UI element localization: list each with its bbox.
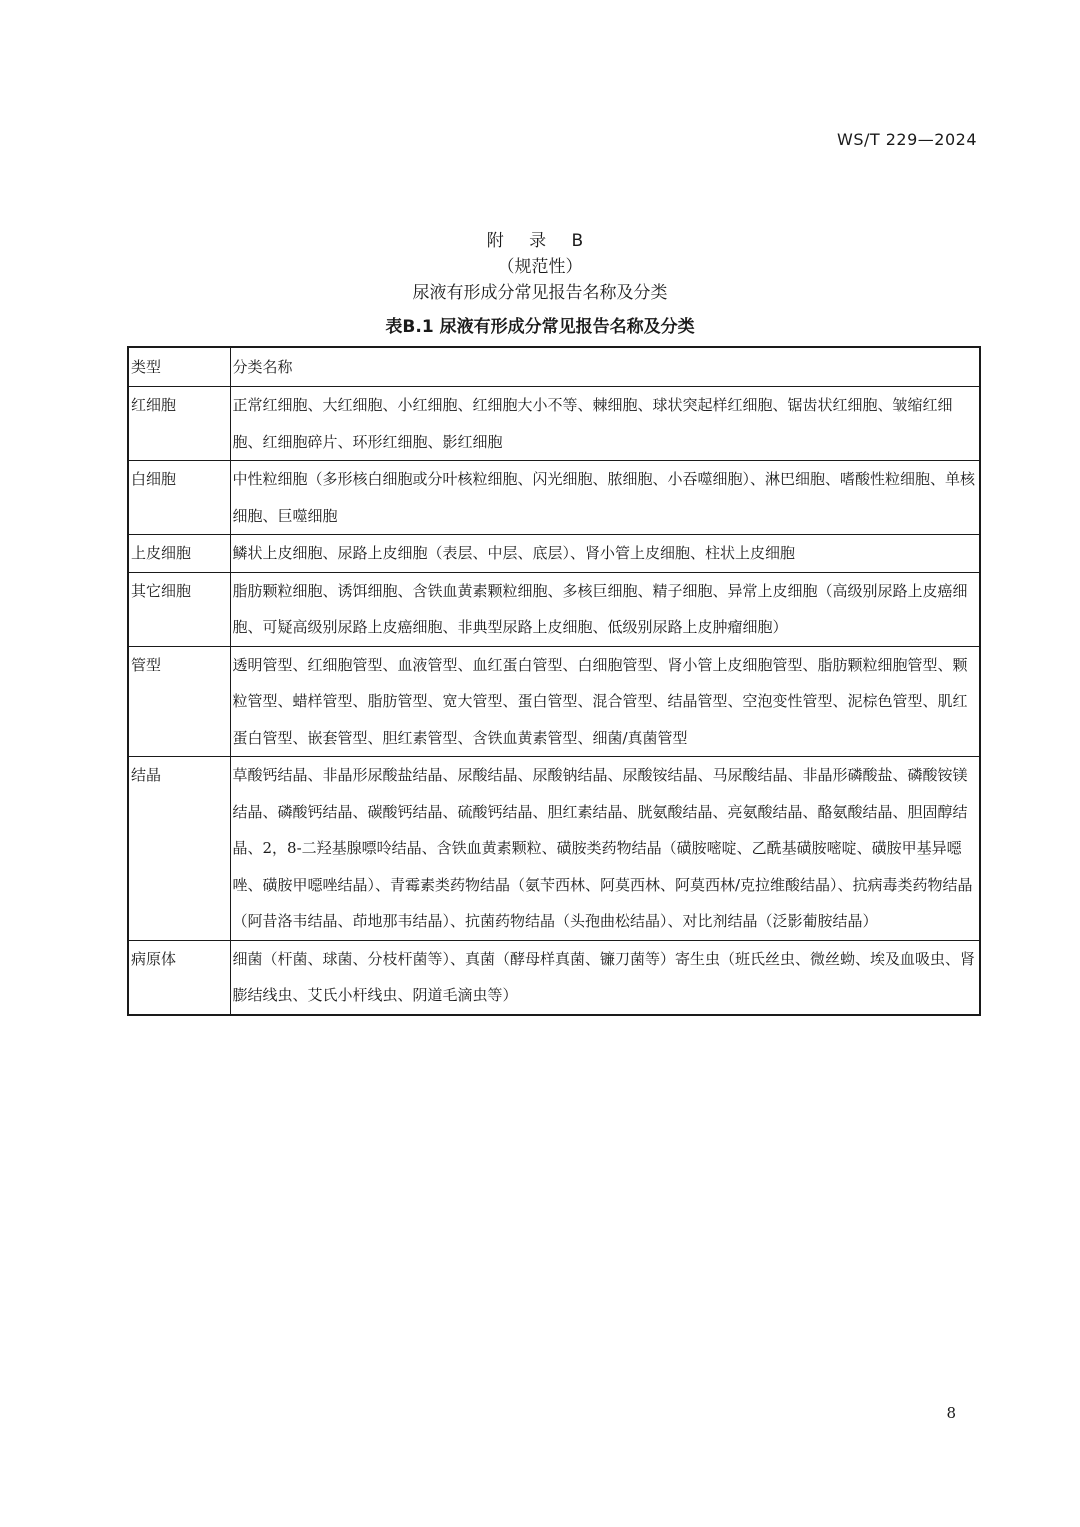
row-type: 白细胞 — [128, 461, 230, 535]
table-row — [128, 757, 980, 941]
row-type: 结晶 — [128, 757, 230, 941]
row-names: 正常红细胞、大红细胞、小红细胞、红细胞大小不等、棘细胞、球状突起样红细胞、锯齿状红细胞、皱缩红细胞、红细胞碎片、环形红细胞、影红细胞 — [230, 387, 980, 461]
appendix-label: 附 录 B — [486, 231, 594, 251]
appendix-heading — [0, 228, 1080, 306]
appendix-title: 尿液有形成分常见报告名称及分类 — [412, 283, 668, 303]
table-row — [128, 387, 980, 461]
row-names: 鳞状上皮细胞、尿路上皮细胞（表层、中层、底层）、肾小管上皮细胞、柱状上皮细胞 — [230, 535, 980, 573]
row-names: 脂肪颗粒细胞、诱饵细胞、含铁血黄素颗粒细胞、多核巨细胞、精子细胞、异常上皮细胞（高级别尿路上皮癌细胞、可疑高级别尿路上皮癌细胞、非典型尿路上皮细胞、低级别尿路上皮肿瘤细胞） — [230, 572, 980, 646]
row-type: 上皮细胞 — [128, 535, 230, 573]
row-type: 管型 — [128, 646, 230, 757]
column-header-type: 类型 — [128, 347, 230, 387]
row-type: 病原体 — [128, 940, 230, 1015]
row-names: 透明管型、红细胞管型、血液管型、血红蛋白管型、白细胞管型、肾小管上皮细胞管型、脂肪颗粒细胞管型、颗粒管型、蜡样管型、脂肪管型、宽大管型、蛋白管型、混合管型、结晶管型、空泡变性管型、泥棕色管型、肌红蛋白管型、嵌套管型、胆红素管型、含铁血黄素管型、细菌/真菌管型 — [230, 646, 980, 757]
classification-table — [127, 346, 981, 1016]
table-row — [128, 940, 980, 1015]
row-names: 细菌（杆菌、球菌、分枝杆菌等）、真菌（酵母样真菌、镰刀菌等）寄生虫（班氏丝虫、微丝蚴、埃及血吸虫、肾膨结线虫、艾氏小杆线虫、阴道毛滴虫等） — [230, 940, 980, 1015]
appendix-nature: （规范性） — [497, 257, 583, 277]
table-header-row — [128, 347, 980, 387]
row-type: 红细胞 — [128, 387, 230, 461]
row-type: 其它细胞 — [128, 572, 230, 646]
standard-number: WS/T 229—2024 — [837, 130, 977, 149]
page-number: 8 — [946, 1404, 956, 1422]
table-row — [128, 535, 980, 573]
table-row — [128, 461, 980, 535]
table-title: 表B.1 尿液有形成分常见报告名称及分类 — [385, 317, 695, 337]
column-header-names: 分类名称 — [230, 347, 980, 387]
table-row — [128, 572, 980, 646]
row-names: 中性粒细胞（多形核白细胞或分叶核粒细胞、闪光细胞、脓细胞、小吞噬细胞）、淋巴细胞、嗜酸性粒细胞、单核细胞、巨噬细胞 — [230, 461, 980, 535]
row-names: 草酸钙结晶、非晶形尿酸盐结晶、尿酸结晶、尿酸钠结晶、尿酸铵结晶、马尿酸结晶、非晶形磷酸盐、磷酸铵镁结晶、磷酸钙结晶、碳酸钙结晶、硫酸钙结晶、胆红素结晶、胱氨酸结晶、亮氨酸结晶、酪氨酸结晶、胆固醇结晶、2，8-二羟基腺嘌呤结晶、含铁血黄素颗粒、磺胺类药物结晶（磺胺嘧啶、乙酰基磺胺嘧啶、磺胺甲基异噁唑、磺胺甲噁唑结晶）、青霉素类药物结晶（氨苄西林、阿莫西林、阿莫西林/克拉维酸结晶）、抗病毒类药物结晶（阿昔洛韦结晶、茚地那韦结晶）、抗菌药物结晶（头孢曲松结晶）、对比剂结晶（泛影葡胺结晶） — [230, 757, 980, 941]
table-row — [128, 646, 980, 757]
